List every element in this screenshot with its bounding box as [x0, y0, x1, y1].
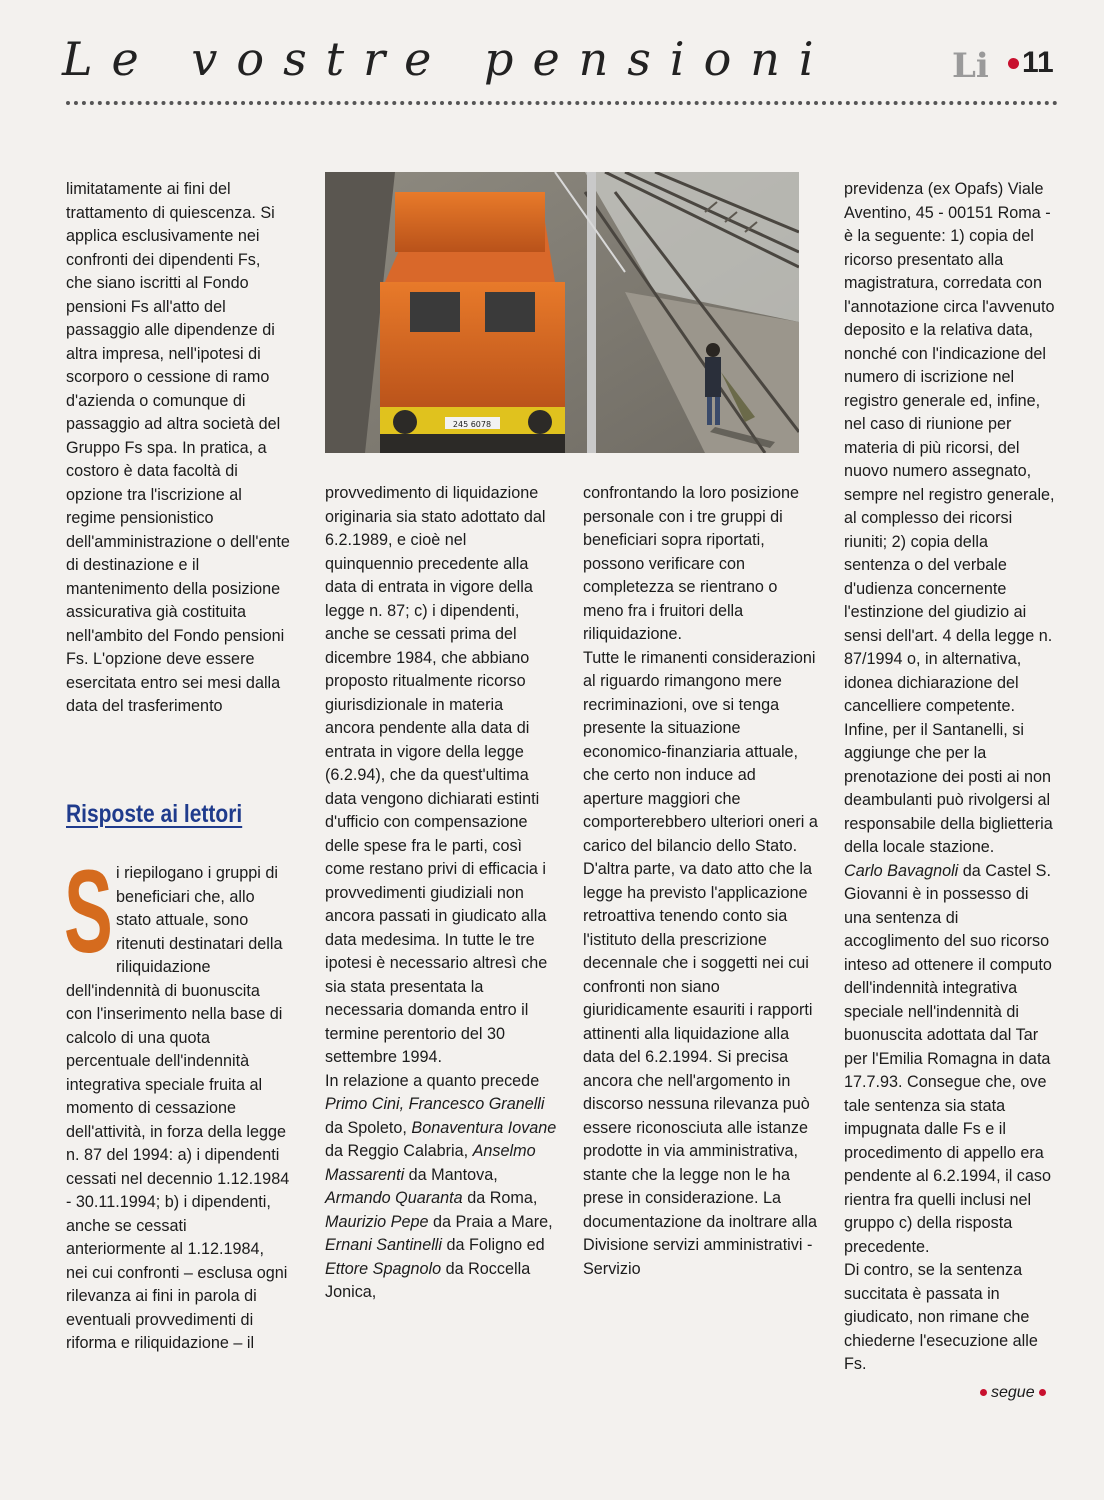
bullet-dot-icon — [1039, 1389, 1046, 1396]
reader-name: Carlo Bavagnoli — [844, 861, 959, 880]
continued-marker — [976, 1384, 1050, 1402]
column-1-bottom — [64, 846, 290, 1356]
paragraph: i riepilogano i gruppi di beneficiari che, allo stato attuale, sono ritenuti destinatari della riliquidazione dell'indennità di buonuscita con l'inserimento nella base di calcolo di una quota percentuale dell'indennità integrativa speciale fruita al momento di cessazione dell'attività, in forza della legge n. 87 del 1994: a) i dipendenti cessati nel decennio 1.12.1984 - 30.11.1994; b) i dipendenti, anche se cessati anteriormente al 1.12.1984, nei cui confronti – esclusa ogni rilevanza ai fini in parola di eventuali provvedimenti di riforma e riliquidazione – il — [66, 864, 290, 1352]
column-4 — [844, 178, 1058, 1377]
paragraph-names: In relazione a quanto precede Primo Cini, Francesco Granelli da Spoleto, Bonaventura Iovane da Reggio Calabria, Anselmo Massarenti da Mantova, Armando Quaranta da Roma, Maurizio Pepe da Praia a Mare, Ernani Santinelli da Foligno ed Ettore Spagnolo da Roccella Jonica, — [325, 1071, 557, 1301]
continued-label: segue — [991, 1384, 1035, 1401]
locomotive-photo — [325, 172, 799, 453]
magazine-logo: Li — [952, 46, 989, 86]
paragraph: D'altra parte, va dato atto che la legge ha previsto l'applicazione retroattiva tenendo conto sia l'istituto della prescrizione decennale che i soggetti nei cui confronti non siano giuridicamente esauriti i rapporti attinenti alla liquidazione alla data del 6.2.1994. Si precisa ancora che nell'argomento in discorso nessuna rilevanza può essere riconosciuta alle istanze prodotte in via amministrativa, stante che la legge non le ha prese in considerazione. La documentazione da inoltrare alla Divisione servizi amministrativi - Servizio — [583, 860, 817, 1278]
column-1-top — [66, 178, 290, 719]
locomotive-plate: 245 6078 — [452, 420, 492, 429]
reader-name: Armando Quaranta — [325, 1189, 463, 1207]
reader-name: Maurizio Pepe — [325, 1212, 429, 1231]
paragraph: Di contro, se la sentenza succitata è passata in giudicato, non rimane che chiederne l'esecuzione alle Fs. — [844, 1261, 1038, 1373]
reader-name: Ernani Santinelli — [325, 1236, 442, 1254]
paragraph: limitatamente ai fini del trattamento di quiescenza. Si applica esclusivamente nei confronti dei dipendenti Fs, che siano iscritti al Fondo pensioni Fs all'atto del passaggio alle dipendenze di altra impresa, nell'ipotesi di scorporo o cessione di ramo d'azienda o comunque di passaggio ad altra società del Gruppo Fs spa. In pratica, a costoro è data facoltà di opzione tra l'iscrizione al regime pensionistico dell'amministrazione o dell'ente di destinazione e il mantenimento della posizione assicurativa già costituita nell'ambito del Fondo pensioni Fs. L'opzione deve essere esercitata entro sei mesi dalla data del trasferimento — [66, 180, 290, 715]
reader-name: Ettore Spagnolo — [325, 1259, 442, 1278]
paragraph: previdenza (ex Opafs) Viale Aventino, 45 - 00151 Roma - è la seguente: 1) copia del ricorso presentato alla magistratura, corredata con l'annotazione circa l'avvenuto deposito e la relativa data, nonché con l'indicazione del numero di iscrizione nel registro generale ed, infine, nel caso di riunione per materia di più ricorsi, del nuovo numero assegnato, sempre nel registro generale, al complesso dei ricorsi riuniti; 2) copia della sentenza o del verbale d'udienza concernente l'estinzione del giudizio ai sensi dell'art. 4 della legge n. 87/1994 o, in alternativa, idonea dichiarazione del cancelliere competente. Infine, per il Santanelli, si aggiunge che per la prenotazione dei posti ai non deambulanti può rivolgersi al responsabile della biglietteria della locale stazione. — [844, 180, 1055, 856]
logo-dot-icon — [1008, 58, 1019, 69]
bullet-dot-icon — [980, 1389, 987, 1396]
drop-cap: S — [64, 846, 113, 978]
reader-name: Anselmo Massarenti — [325, 1142, 536, 1184]
paragraph: confrontando la loro posizione personale con i tre gruppi di beneficiari sopra riportati, possono verificare con completezza se rientrano o meno fra i fruitori della riliquidazione. — [583, 484, 799, 643]
reader-name: Bonaventura Iovane — [411, 1118, 557, 1137]
paragraph: Carlo Bavagnoli da Castel S. Giovanni è in possesso di una sentenza di accoglimento del suo ricorso inteso ad ottenere il computo dell'indennità integrativa speciale nell'indennità di buonuscita adottata dal Tar per l'Emilia Romagna in data 17.7.93. Consegue che, ove tale sentenza sia stata impugnata dalle Fs e il procedimento di appello era pendente al 6.2.1994, il caso rientra fra quelli inclusi nel gruppo c) della risposta precedente. — [844, 861, 1052, 1256]
column-2 — [325, 482, 557, 1305]
reader-name: Primo Cini, Francesco Granelli — [325, 1095, 545, 1113]
paragraph: Tutte le rimanenti considerazioni al riguardo rimangono mere recriminazioni, ove si tenga presente la situazione economico-finanziaria attuale, che certo non induce ad aperture maggiori che comporterebbero ulteriori oneri a carico del bilancio dello Stato. — [583, 648, 818, 855]
paragraph: provvedimento di liquidazione originaria sia stato adottato dal 6.2.1989, e cioè nel quinquennio precedente alla data di entrata in vigore della legge n. 87; c) i dipendenti, anche se cessati prima del dicembre 1984, che abbiano proposto ritualmente ricorso giurisdizionale in materia ancora pendente alla data di entrata in vigore della legge (6.2.94), che da quest'ultima data vengono dichiarati estinti d'ufficio con compensazione delle spese fra le parti, così come restano privi di efficacia i provvedimenti giudiziali non ancora passati in giudicato alla data medesima. In tutte le tre ipotesi è necessario altresì che sia stata presentata la necessaria domanda entro il termine perentorio del 30 settembre 1994. — [325, 484, 548, 1066]
page-title: Le vostre pensioni — [62, 32, 833, 86]
column-3 — [583, 482, 819, 1281]
page-number: 11 — [1022, 46, 1054, 79]
header-divider — [66, 101, 1058, 105]
section-heading: Risposte ai lettori — [66, 800, 243, 828]
